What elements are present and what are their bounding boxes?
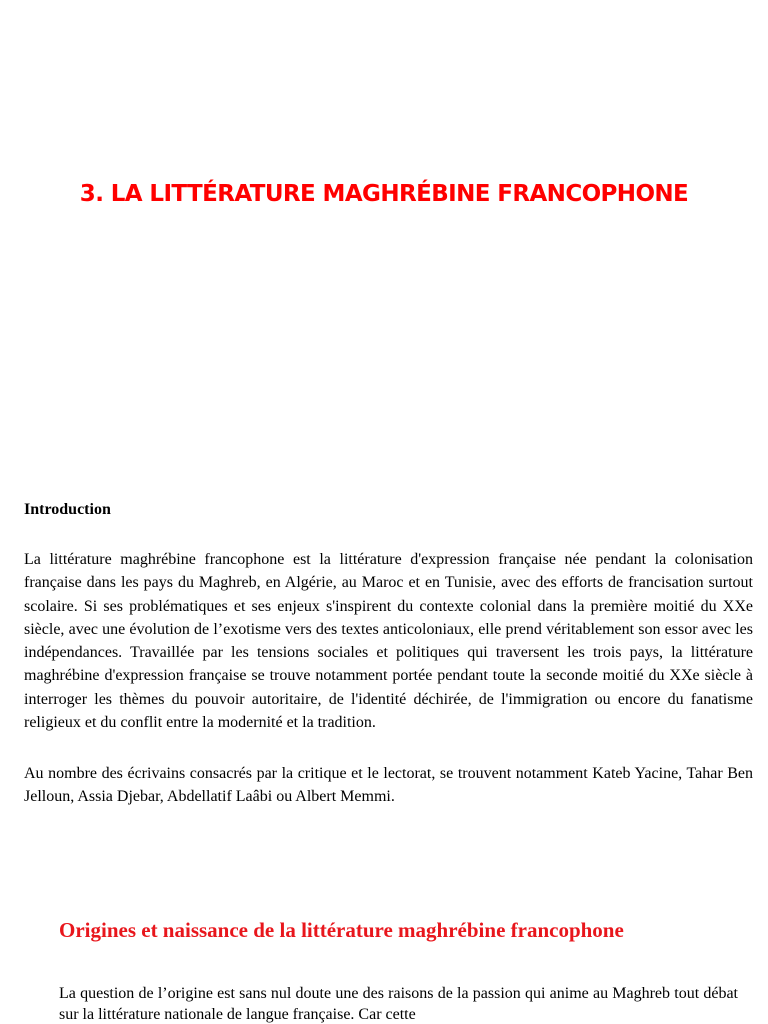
origins-section-heading: Origines et naissance de la littérature maghrébine francophone [59, 918, 624, 942]
origins-paragraph: La question de l’origine est sans nul doute une des raisons de la passion qui anime au Maghreb tout débat sur la littérature nationale de langue française. Car cette [59, 985, 738, 1023]
introduction-heading: Introduction [24, 501, 111, 518]
introduction-paragraph: La littérature maghrébine francophone est la littérature d'expression française née pendant la colonisation française dans les pays du Maghreb, en Algérie, au Maroc et en Tunisie, avec des efforts de francisation surtout scolaire. Si ses problématiques et ses enjeux s'inspirent du contexte colonial dans la première moitié du XXe siècle, avec une évolution de l’exotisme vers des textes anticoloniaux, elle prend véritablement son essor avec les indépendances. Travaillée par les tensions sociales et politiques qui traversent les trois pays, la littérature maghrébine d'expression française se trouve notamment portée pendant toute la seconde moitié du XXe siècle à interroger les thèmes du pouvoir autoritaire, de l'identité déchirée, de l'immigration ou encore du fanatisme religieux et du conflit entre la modernité et la tradition. [24, 551, 753, 732]
writers-paragraph: Au nombre des écrivains consacrés par la critique et le lectorat, se trouvent notamment Kateb Yacine, Tahar Ben Jelloun, Assia Djebar, Abdellatif Laâbi ou Albert Memmi. [24, 765, 753, 806]
page-title: 3. LA LITTÉRATURE MAGHRÉBINE FRANCOPHONE [79, 181, 689, 208]
